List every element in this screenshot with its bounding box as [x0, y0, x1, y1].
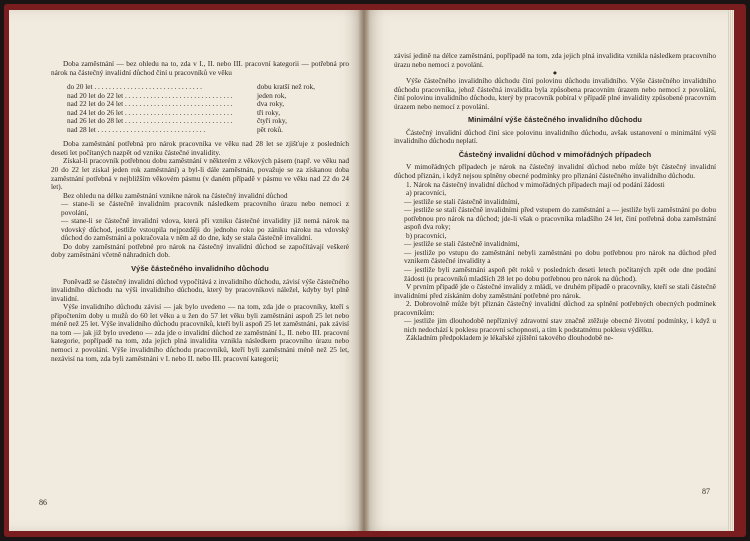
dash-item: — jestliže po vstupu do zaměstnání nebyli zaměstnáni po dobu potřebnou pro nárok na důchod před vznikem částečné invalidity a — [404, 247, 716, 266]
paragraph: 1. Nárok na částečný invalidní důchod v mimořádných případech mají od podání žádosti — [406, 179, 665, 189]
paragraph: Výše částečného invalidního důchodu činí polovinu důchodu invalidního. Výše částečného invalidního důchodu pracovníka, jehož částečná invalidita byla způsobena pracovním úrazem nebo nemocí z povolání, činí polovinu invalidního důchodu, který by pracovník pobíral v případě plné invalidity způsobené pracovním úrazem nebo nemocí z povolání. — [394, 76, 716, 111]
age-label: do 20 let . . . — [67, 83, 257, 92]
dash-item: — stane-li se částečně invalidní vdova, která při vzniku částečné invalidity již nemá nárok na vdovský důchod, jestliže vstoupila nejpozději do jednoho roku po zániku nároku na vdovský důchod do zaměstnání a pokračovala v něm až do dne, kdy se stala částečně invalidní. — [61, 216, 349, 243]
age-duration: tři roky, — [257, 107, 281, 117]
paragraph: Základním předpokladem je lékařské zjištění takového dlouhodobě ne- — [406, 333, 614, 343]
age-duration: dobu kratší než rok, — [257, 82, 315, 92]
list-label: b) pracovníci, — [406, 230, 447, 240]
page-number: 87 — [702, 487, 710, 496]
age-row — [67, 117, 349, 126]
age-row — [67, 83, 349, 92]
dash-item: — jestliže se stali částečně invalidními před vstupem do zaměstnání a — jestliže byli zaměstnáni po dobu potřebnou pro nárok na důchod; jde-li však o pracovníka mladšího 24 let, činí potřebná doba zaměstnání aspoň dva roky; — [404, 205, 716, 232]
intro-paragraph: Doba zaměstnání — bez ohledu na to, zda v I., II. nebo III. pracovní kategorii — potřebná pro nárok na částečný invalidní důchod činí u pracovníků ve věku — [51, 59, 349, 77]
paragraph: Do doby zaměstnání potřebné pro nárok na částečný invalidní důchod se započítávají veškeré doby zaměstnání včetně náhradních dob. — [51, 241, 349, 260]
age-label: nad 26 let do 28 let . . . — [67, 117, 257, 126]
section-heading: Částečný invalidní důchod v mimořádných případech — [458, 149, 652, 159]
list-label: a) pracovníci, — [406, 188, 447, 198]
dash-item: — jestliže se stali částečně invalidními, — [404, 196, 520, 206]
age-row — [67, 126, 349, 135]
paragraph: Získal-li pracovník potřebnou dobu zaměstnání v některém z věkových pásem (např. ve věku nad 20 do 22 let získal jeden rok zaměstnání) a byl-li dále zaměstnán, považuje se za získanou doba zaměstnání potřebná v nejbližším věkovém pásmu (v daném případě v pásmu ve věku nad 22 do 24 let). — [51, 156, 349, 192]
page-edge — [728, 10, 734, 531]
paragraph: Výše invalidního důchodu závisí — jak bylo uvedeno — na tom, zda jde o pracovníky, kteří s připočtením doby u mužů do 60 let věku a u žen do 57 let věku byli zaměstnáni aspoň 25 let nebo méně než 25 let. Výše invalidního důchodu pracovníků, kteří byli aspoň 25 let zaměstnáni, pak závisí na tom — jak již bylo uvedeno — zda jde o invalidní důchod ze zaměstnání I., II. nebo III. pracovní kategorie, popřípadě na tom, zda jejich plná invalidita vznikla následkem pracovního úrazu nebo nemoci z povolání. Výše invalidního důchodu pracovníků, kteří byli zaměstnáni méně než 25 let, nezávisí na tom, zda byli zaměstnáni v I. nebo II. nebo III. pracovní kategorii; — [51, 302, 349, 363]
paragraph: V prvním případě jde o částečné invalidy z mládí, ve druhém případě o pracovníky, kteří se stali částečně invalidními před získáním doby zaměstnání potřebné pro nárok. — [394, 282, 716, 300]
age-duration: pět roků. — [257, 124, 283, 134]
paragraph: Doba zaměstnání potřebná pro nárok pracovníka ve věku nad 28 let se zjišťuje z posledních deseti let počítaných nazpět od vzniku částečné invalidity. — [51, 139, 349, 157]
paragraph: závisí jedině na délce zaměstnání, popřípadě na tom, zda jejich plná invalidita vznikla následkem pracovního úrazu nebo nemoci z povolání. — [394, 51, 716, 69]
age-label: nad 20 let do 22 let . . . — [67, 92, 257, 101]
dash-item: — jestliže byli zaměstnáni aspoň pět roků v posledních deseti letech počítaných zpět ode dne podání žádosti (u pracovníků mladších 28 let po dobu potřebnou pro nárok na důchod). — [404, 265, 716, 283]
age-table — [51, 83, 349, 134]
book-gutter — [358, 10, 370, 531]
right-page-text — [394, 52, 716, 343]
page-number: 86 — [39, 498, 47, 507]
age-label: nad 22 let do 24 let . . . — [67, 100, 257, 109]
age-row — [67, 109, 349, 118]
bullet-icon: ● — [552, 68, 558, 78]
age-label: nad 24 let do 26 let . . . — [67, 109, 257, 118]
paragraph: 2. Dobrovolně může být přiznán částečný invalidní důchod za splnění potřebných obecných podmínek pracovníkům: — [394, 299, 716, 317]
right-page — [364, 10, 734, 531]
age-duration: jeden rok, — [257, 90, 287, 100]
dash-item: — jestliže se stali částečně invalidními, — [404, 239, 520, 249]
age-row — [67, 92, 349, 101]
left-page — [9, 10, 364, 531]
paragraph: Bez ohledu na délku zaměstnání vznikne nárok na částečný invalidní důchod — [63, 190, 288, 200]
paragraph: Poněvadž se částečný invalidní důchod vypočítává z invalidního důchodu, závisí výše částečného invalidního důchodu na výši invalidního důchodu, který by pracovníkovi náležel, kdyby byl plně invalidní. — [51, 276, 349, 303]
dash-item: — stane-li se částečně invalidním pracovník následkem pracovního úrazu nebo nemoci z povolání, — [61, 199, 349, 217]
age-row — [67, 100, 349, 109]
age-label: nad 28 let . . . — [67, 126, 257, 135]
dash-item: — jestliže jim dlouhodobě nepříznivý zdravotní stav značně ztěžuje obecné životní podmínky, i když u nich nedochází k poklesu pracovní schopnosti, a tím k podstatnému poklesu výdělku. — [404, 316, 716, 334]
section-heading: Výše částečného invalidního důchodu — [131, 264, 269, 274]
paragraph: Částečný invalidní důchod činí sice polovinu invalidního důchodu, avšak ustanovení o minimální výši invalidního důchodu neplatí. — [394, 127, 716, 146]
age-duration: dva roky, — [257, 99, 285, 109]
age-duration: čtyři roky, — [257, 116, 287, 126]
paragraph: V mimořádných případech je nárok na částečný invalidní důchod nebo může být částečný invalidní důchod přiznán, i když nejsou splněny obecné podmínky pro přiznání částečného invalidního důchodu. — [394, 162, 716, 181]
left-page-text — [51, 60, 349, 363]
section-heading: Minimální výše částečného invalidního důchodu — [467, 115, 643, 125]
